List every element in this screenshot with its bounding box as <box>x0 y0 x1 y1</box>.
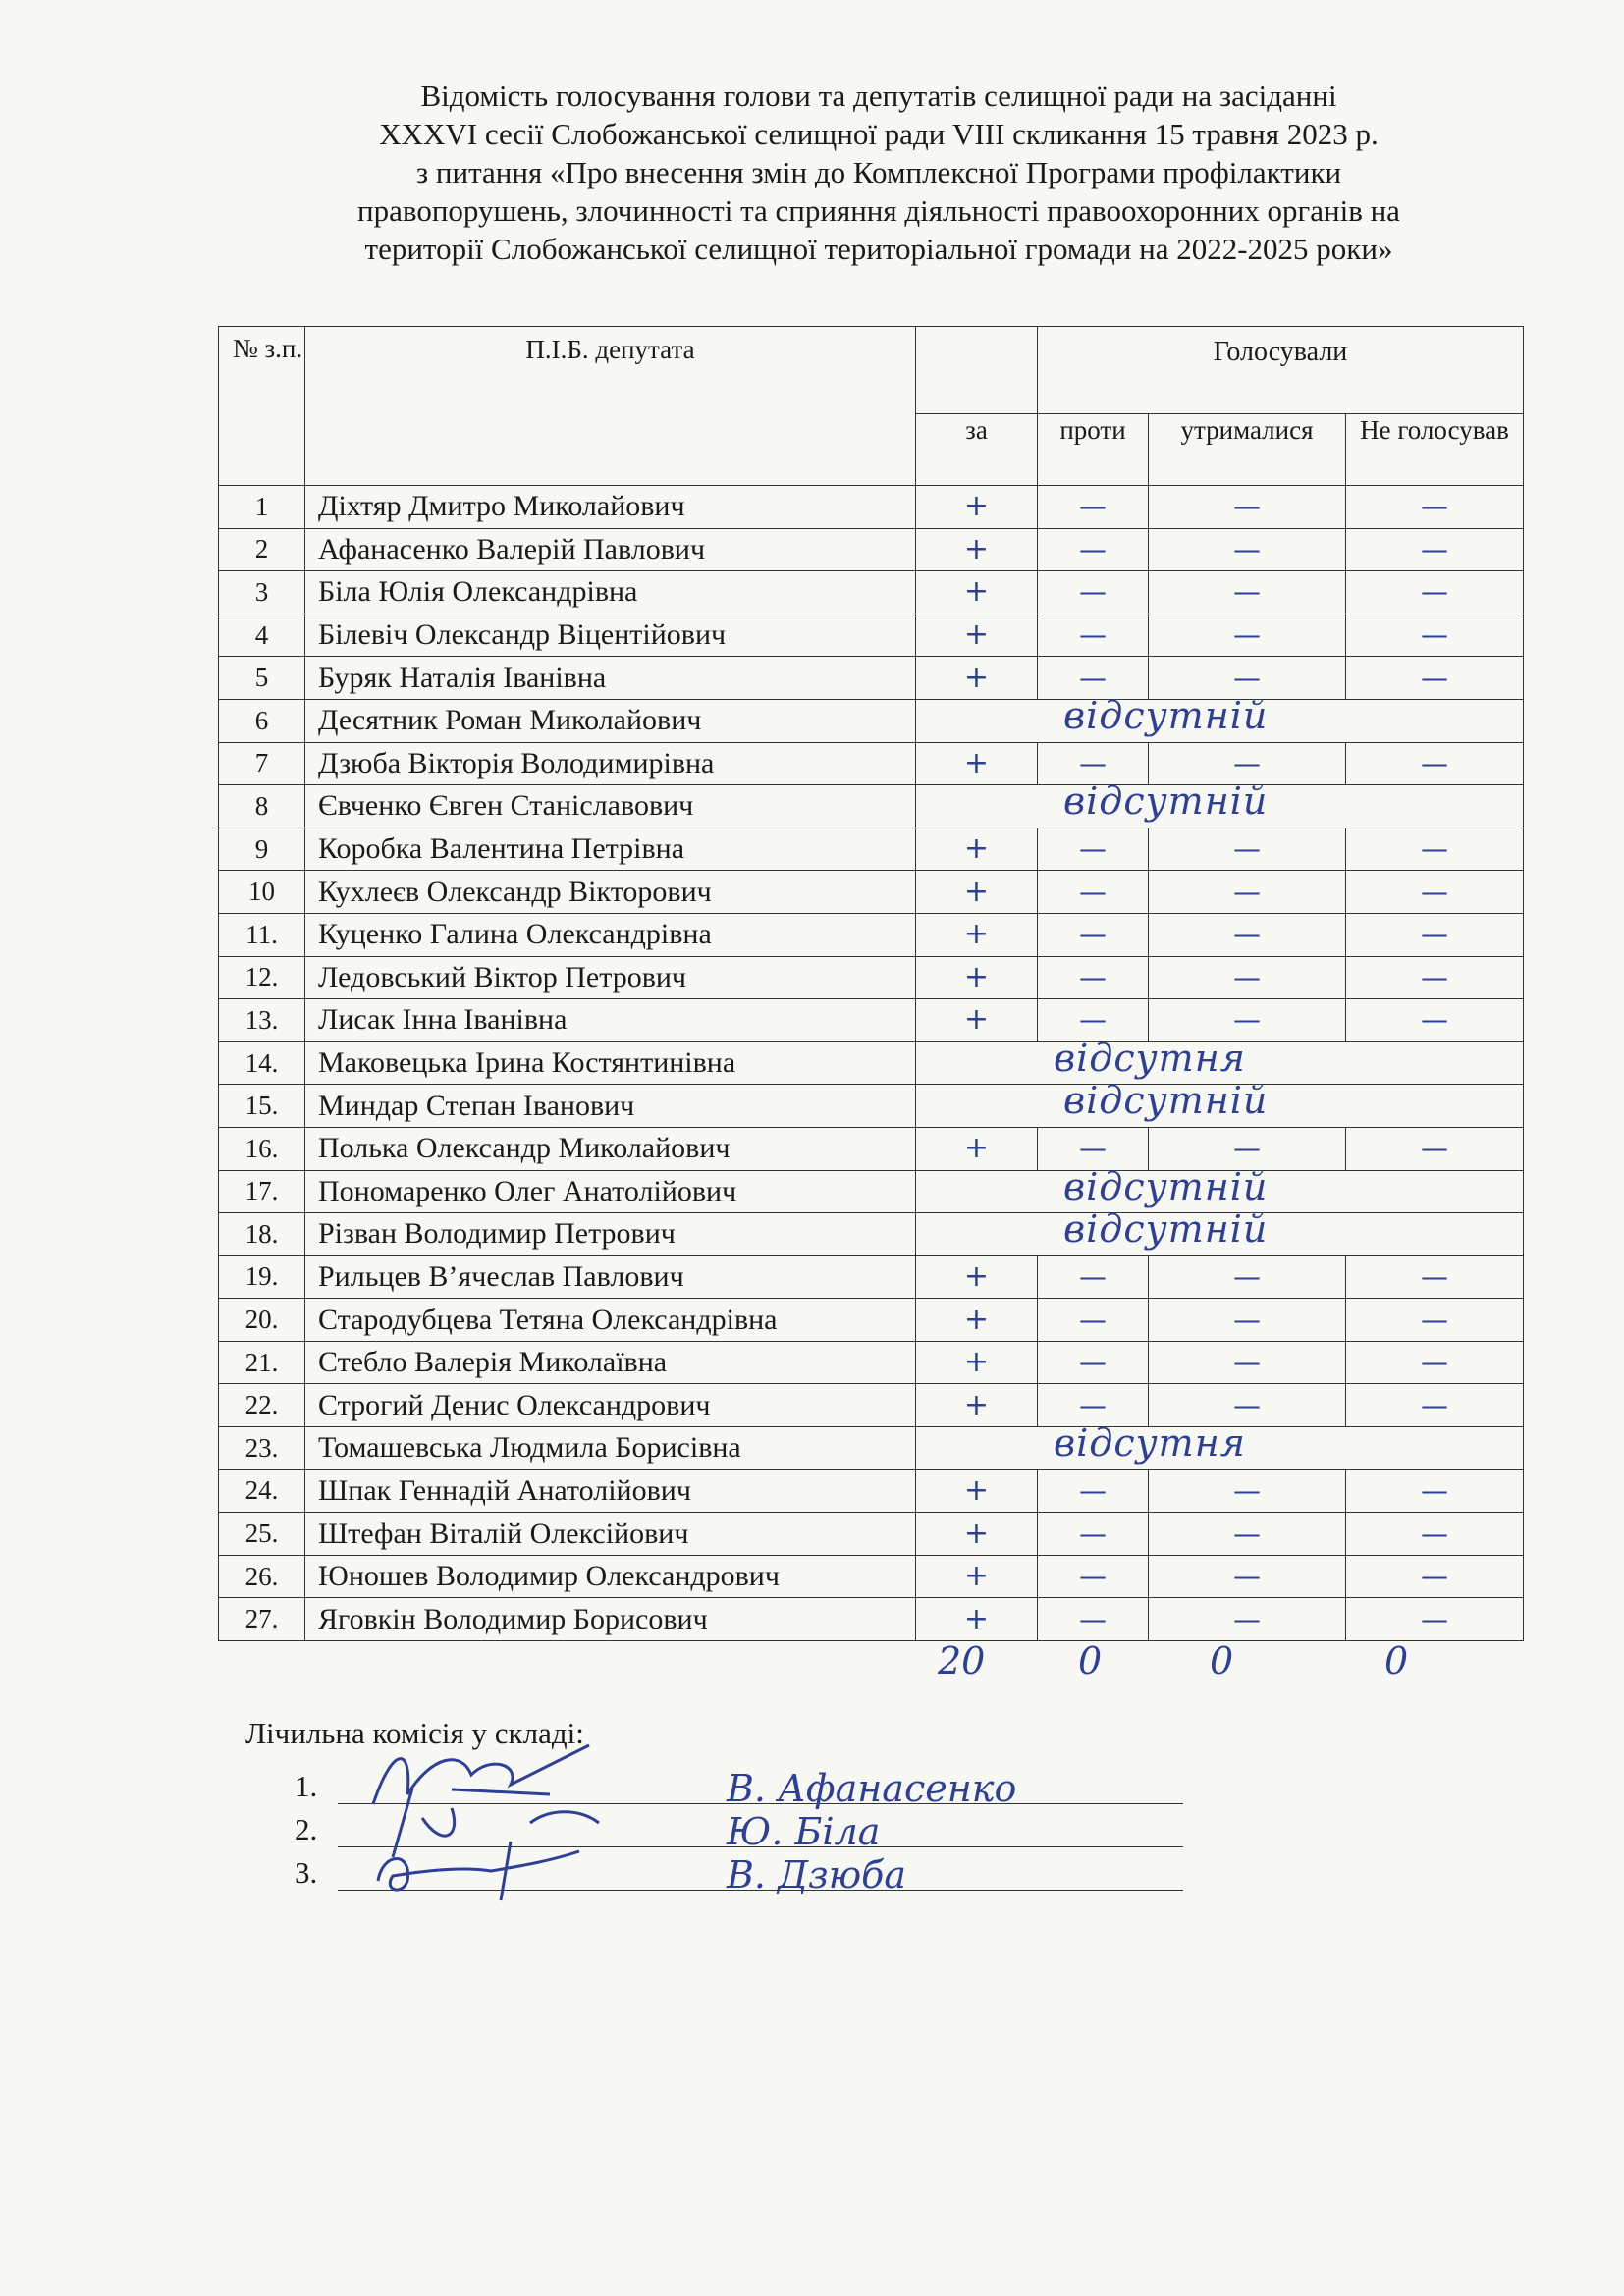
total-against: 0 <box>1078 1639 1103 1682</box>
row-number: 14. <box>219 1041 305 1085</box>
deputy-name: Десятник Роман Миколайович <box>305 699 916 742</box>
deputy-name: Білевіч Олександр Віцентійович <box>305 614 916 657</box>
table-row <box>219 1555 1524 1598</box>
deputy-name: Маковецька Ірина Костянтинівна <box>305 1041 916 1085</box>
vote-abstained: — <box>1149 571 1346 614</box>
deputy-name: Кухлеєв Олександр Вікторович <box>305 871 916 914</box>
header-empty <box>916 327 1038 414</box>
table-row <box>219 1170 1524 1213</box>
deputy-name: Пономаренко Олег Анатолійович <box>305 1170 916 1213</box>
table-row <box>219 1255 1524 1299</box>
table-row <box>219 828 1524 871</box>
row-number: 15. <box>219 1085 305 1128</box>
vote-for: + <box>916 1341 1038 1384</box>
title-line: території Слобожанської селищної територіальної громади на 2022-2025 роки» <box>364 232 1393 266</box>
vote-against: — <box>1038 1384 1149 1427</box>
vote-for: + <box>916 1127 1038 1170</box>
vote-for: + <box>916 657 1038 700</box>
vote-against: — <box>1038 1513 1149 1556</box>
total-for: 20 <box>938 1639 986 1682</box>
header-for: за <box>916 414 1038 486</box>
vote-for: + <box>916 486 1038 529</box>
table-row <box>219 614 1524 657</box>
vote-against: — <box>1038 614 1149 657</box>
vote-abstained: — <box>1149 1127 1346 1170</box>
document-title <box>226 77 1532 268</box>
row-number: 27. <box>219 1598 305 1641</box>
table-row <box>219 913 1524 956</box>
vote-totals <box>0 1639 1624 1698</box>
title-line: правопорушень, злочинності та сприяння діяльності правоохоронних органів на <box>357 193 1400 228</box>
deputy-name: Яговкін Володимир Борисович <box>305 1598 916 1641</box>
vote-for: + <box>916 742 1038 785</box>
header-against: проти <box>1038 414 1149 486</box>
table-row <box>219 1085 1524 1128</box>
vote-for: + <box>916 956 1038 999</box>
vote-not-voted: — <box>1346 1469 1524 1513</box>
vote-for: + <box>916 871 1038 914</box>
vote-not-voted: — <box>1346 871 1524 914</box>
vote-against: — <box>1038 742 1149 785</box>
voting-table <box>218 326 1524 1641</box>
absent-cell <box>916 1036 1524 1085</box>
vote-against: — <box>1038 1469 1149 1513</box>
header-voted: Голосували <box>1038 327 1524 414</box>
vote-abstained: — <box>1149 1469 1346 1513</box>
deputy-name: Коробка Валентина Петрівна <box>305 828 916 871</box>
deputy-name: Стебло Валерія Миколаївна <box>305 1341 916 1384</box>
deputy-name: Томашевська Людмила Борисівна <box>305 1427 916 1470</box>
deputy-name: Миндар Степан Іванович <box>305 1085 916 1128</box>
table-row <box>219 528 1524 571</box>
vote-against: — <box>1038 1555 1149 1598</box>
header-not-voted: Не голосував <box>1346 414 1524 486</box>
vote-against: — <box>1038 1341 1149 1384</box>
deputy-name: Дзюба Вікторія Володимирівна <box>305 742 916 785</box>
row-number: 16. <box>219 1127 305 1170</box>
row-number: 2 <box>219 528 305 571</box>
deputy-name: Євченко Євген Станіславович <box>305 785 916 828</box>
vote-for: + <box>916 1555 1038 1598</box>
header-number: № з.п. <box>219 327 305 486</box>
table-row <box>219 1384 1524 1427</box>
vote-against: — <box>1038 828 1149 871</box>
row-number: 23. <box>219 1427 305 1470</box>
vote-abstained: — <box>1149 913 1346 956</box>
row-number: 20. <box>219 1299 305 1342</box>
vote-not-voted: — <box>1346 657 1524 700</box>
signature-scribble <box>353 1822 707 1910</box>
vote-against: — <box>1038 871 1149 914</box>
vote-for: + <box>916 1299 1038 1342</box>
deputy-name: Стародубцева Тетяна Олександрівна <box>305 1299 916 1342</box>
table-row <box>219 1127 1524 1170</box>
header-name: П.І.Б. депутата <box>305 327 916 486</box>
vote-against: — <box>1038 956 1149 999</box>
member-name: В. Дзюба <box>727 1853 907 1896</box>
deputy-name: Рильцев В’ячеслав Павлович <box>305 1255 916 1299</box>
table-row <box>219 1598 1524 1641</box>
vote-abstained: — <box>1149 1513 1346 1556</box>
vote-abstained: — <box>1149 956 1346 999</box>
commission-member <box>295 1855 1183 1895</box>
row-number: 11. <box>219 913 305 956</box>
absent-note: відсутній <box>1063 1164 1269 1208</box>
table-row <box>219 1299 1524 1342</box>
row-number: 7 <box>219 742 305 785</box>
row-number: 4 <box>219 614 305 657</box>
vote-against: — <box>1038 657 1149 700</box>
vote-not-voted: — <box>1346 571 1524 614</box>
vote-against: — <box>1038 486 1149 529</box>
vote-not-voted: — <box>1346 956 1524 999</box>
vote-for: + <box>916 999 1038 1042</box>
vote-not-voted: — <box>1346 1555 1524 1598</box>
title-line: з питання «Про внесення змін до Комплексної Програми профілактики <box>415 155 1342 189</box>
vote-abstained: — <box>1149 1598 1346 1641</box>
vote-against: — <box>1038 1255 1149 1299</box>
table-row <box>219 571 1524 614</box>
table-row <box>219 1041 1524 1085</box>
vote-abstained: — <box>1149 1384 1346 1427</box>
row-number: 18. <box>219 1213 305 1256</box>
vote-not-voted: — <box>1346 913 1524 956</box>
table-row <box>219 999 1524 1042</box>
vote-abstained: — <box>1149 828 1346 871</box>
vote-abstained: — <box>1149 1341 1346 1384</box>
row-number: 3 <box>219 571 305 614</box>
vote-not-voted: — <box>1346 1384 1524 1427</box>
deputy-name: Ледовський Віктор Петрович <box>305 956 916 999</box>
absent-cell <box>916 1079 1524 1128</box>
absent-note: відсутній <box>1063 779 1269 824</box>
vote-not-voted: — <box>1346 528 1524 571</box>
deputy-name: Полька Олександр Миколайович <box>305 1127 916 1170</box>
vote-abstained: — <box>1149 1299 1346 1342</box>
absent-note: відсутній <box>1063 1079 1269 1123</box>
row-number: 5 <box>219 657 305 700</box>
absent-cell <box>916 779 1524 828</box>
row-number: 8 <box>219 785 305 828</box>
member-number: 1. <box>295 1769 318 1803</box>
absent-cell <box>916 693 1524 742</box>
vote-not-voted: — <box>1346 1598 1524 1641</box>
table-row <box>219 657 1524 700</box>
absent-cell <box>916 1421 1524 1470</box>
table-row <box>219 1513 1524 1556</box>
member-number: 3. <box>295 1855 318 1890</box>
vote-not-voted: — <box>1346 1341 1524 1384</box>
absent-note: відсутній <box>1063 1207 1269 1252</box>
table-row <box>219 486 1524 529</box>
vote-abstained: — <box>1149 1255 1346 1299</box>
member-name: В. Афанасенко <box>727 1767 1017 1810</box>
deputy-name: Діхтяр Дмитро Миколайович <box>305 486 916 529</box>
table-row <box>219 785 1524 828</box>
table-row <box>219 1341 1524 1384</box>
title-line: XXXVI сесії Слобожанської селищної ради VIII скликання 15 травня 2023 р. <box>379 117 1379 151</box>
vote-not-voted: — <box>1346 1299 1524 1342</box>
vote-not-voted: — <box>1346 1127 1524 1170</box>
vote-abstained: — <box>1149 657 1346 700</box>
row-number: 13. <box>219 999 305 1042</box>
deputy-name: Афанасенко Валерій Павлович <box>305 528 916 571</box>
vote-against: — <box>1038 528 1149 571</box>
vote-for: + <box>916 571 1038 614</box>
deputy-name: Штефан Віталій Олексійович <box>305 1513 916 1556</box>
vote-against: — <box>1038 999 1149 1042</box>
row-number: 17. <box>219 1170 305 1213</box>
deputy-name: Куценко Галина Олександрівна <box>305 913 916 956</box>
absent-note: відсутній <box>1063 693 1269 737</box>
table-row <box>219 1213 1524 1256</box>
table-row <box>219 699 1524 742</box>
vote-against: — <box>1038 1598 1149 1641</box>
vote-for: + <box>916 913 1038 956</box>
row-number: 19. <box>219 1255 305 1299</box>
vote-for: + <box>916 1384 1038 1427</box>
absent-note: відсутня <box>1054 1036 1246 1080</box>
vote-against: — <box>1038 1127 1149 1170</box>
commission-label: Лічильна комісія у складі: <box>245 1716 584 1750</box>
vote-against: — <box>1038 913 1149 956</box>
deputy-name: Буряк Наталія Іванівна <box>305 657 916 700</box>
vote-abstained: — <box>1149 614 1346 657</box>
vote-not-voted: — <box>1346 999 1524 1042</box>
vote-abstained: — <box>1149 486 1346 529</box>
vote-not-voted: — <box>1346 614 1524 657</box>
table-row <box>219 1469 1524 1513</box>
deputy-name: Лисак Інна Іванівна <box>305 999 916 1042</box>
table-row <box>219 1427 1524 1470</box>
deputy-name: Біла Юлія Олександрівна <box>305 571 916 614</box>
vote-abstained: — <box>1149 871 1346 914</box>
vote-for: + <box>916 828 1038 871</box>
vote-against: — <box>1038 571 1149 614</box>
row-number: 24. <box>219 1469 305 1513</box>
row-number: 22. <box>219 1384 305 1427</box>
table-row <box>219 956 1524 999</box>
vote-for: + <box>916 614 1038 657</box>
vote-against: — <box>1038 1299 1149 1342</box>
member-name: Ю. Біла <box>727 1810 881 1853</box>
vote-not-voted: — <box>1346 1255 1524 1299</box>
vote-for: + <box>916 1513 1038 1556</box>
total-abstained: 0 <box>1210 1639 1234 1682</box>
vote-not-voted: — <box>1346 486 1524 529</box>
title-line: Відомість голосування голови та депутатів селищної ради на засіданні <box>420 79 1337 113</box>
row-number: 1 <box>219 486 305 529</box>
row-number: 6 <box>219 699 305 742</box>
row-number: 12. <box>219 956 305 999</box>
header-abstained: утрималися <box>1149 414 1346 486</box>
vote-for: + <box>916 1598 1038 1641</box>
deputy-name: Строгий Денис Олександрович <box>305 1384 916 1427</box>
vote-abstained: — <box>1149 999 1346 1042</box>
row-number: 26. <box>219 1555 305 1598</box>
vote-for: + <box>916 1255 1038 1299</box>
table-row <box>219 742 1524 785</box>
row-number: 9 <box>219 828 305 871</box>
vote-abstained: — <box>1149 1555 1346 1598</box>
absent-note: відсутня <box>1054 1421 1246 1466</box>
vote-not-voted: — <box>1346 828 1524 871</box>
total-not-voted: 0 <box>1384 1639 1409 1682</box>
table-row <box>219 871 1524 914</box>
vote-rows <box>219 486 1524 1641</box>
member-number: 2. <box>295 1812 318 1846</box>
vote-for: + <box>916 1469 1038 1513</box>
vote-abstained: — <box>1149 528 1346 571</box>
absent-cell <box>916 1207 1524 1256</box>
vote-abstained: — <box>1149 742 1346 785</box>
deputy-name: Шпак Геннадій Анатолійович <box>305 1469 916 1513</box>
absent-cell <box>916 1164 1524 1213</box>
deputy-name: Різван Володимир Петрович <box>305 1213 916 1256</box>
vote-not-voted: — <box>1346 742 1524 785</box>
row-number: 10 <box>219 871 305 914</box>
row-number: 21. <box>219 1341 305 1384</box>
row-number: 25. <box>219 1513 305 1556</box>
deputy-name: Юношев Володимир Олександрович <box>305 1555 916 1598</box>
vote-not-voted: — <box>1346 1513 1524 1556</box>
vote-for: + <box>916 528 1038 571</box>
